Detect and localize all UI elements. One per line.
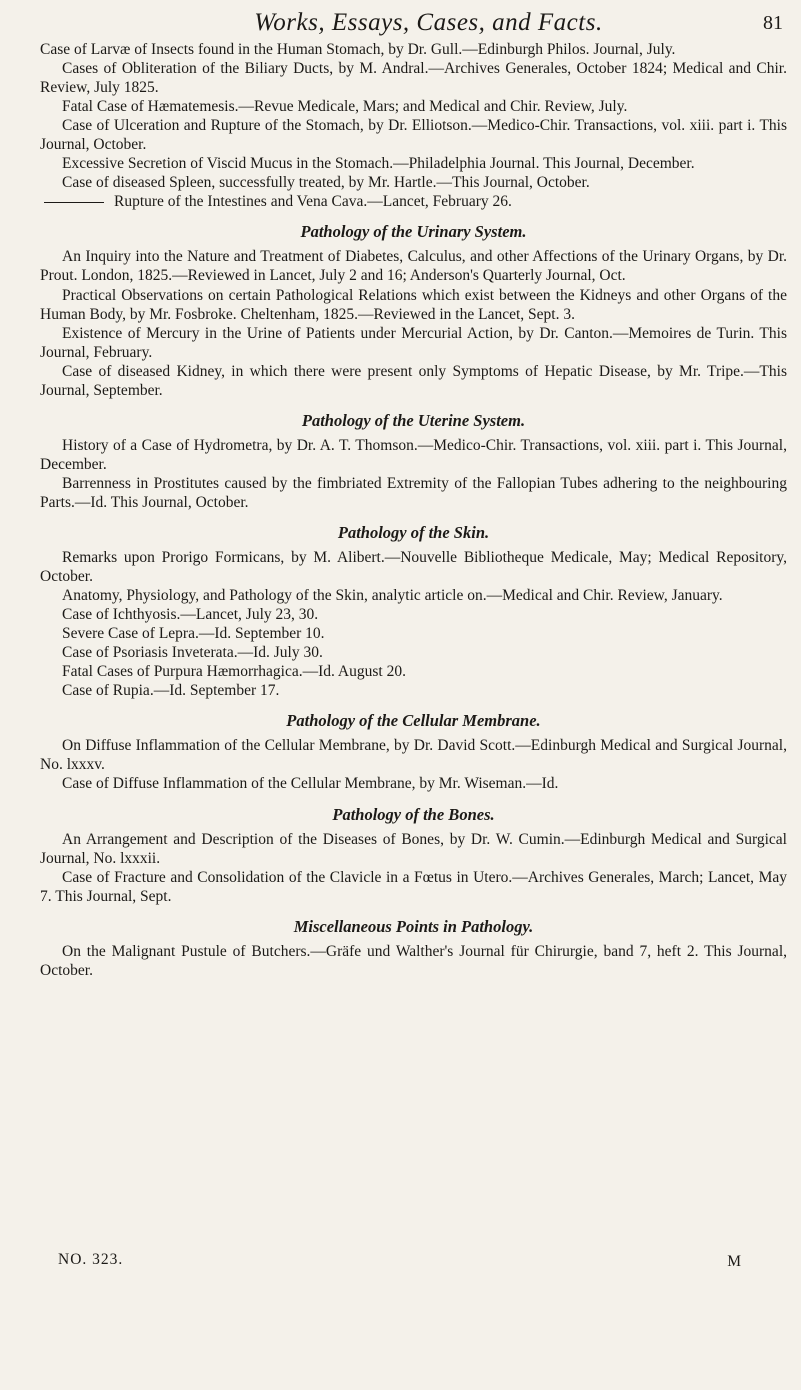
entry: An Arrangement and Description of the Diseases of Bones, by Dr. W. Cumin.—Edinburgh Medical and Surgical Journal, No. lxxxii. xyxy=(40,830,787,867)
entry: Fatal Cases of Purpura Hæmorrhagica.—Id. August 20. xyxy=(62,663,406,681)
section-heading: Pathology of the Cellular Membrane. xyxy=(286,711,541,731)
section-urinary xyxy=(40,220,787,399)
section-cellular xyxy=(40,709,787,793)
intro-entries xyxy=(40,40,787,211)
entry: Cases of Obliteration of the Biliary Ducts, by M. Andral.—Archives Generales, October 1824; Medical and Chir. Review, July 1825. xyxy=(40,60,787,97)
entry: Remarks upon Prorigo Formicans, by M. Alibert.—Nouvelle Bibliotheque Medicale, May; Medical Repository, October. xyxy=(40,548,787,586)
entry: An Inquiry into the Nature and Treatment of Diabetes, Calculus, and other Affections of the Urinary Organs, by Dr. Prout. London, 1825.—Reviewed in Lancet, July 2 and 16; Anderson's Quarterly Journal, Oct. xyxy=(40,248,787,285)
entry: Case of Rupia.—Id. September 17. xyxy=(62,682,280,700)
entry: Practical Observations on certain Pathological Relations which exist between the Kidneys and other Organs of the Human Body, by Mr. Fosbroke. Cheltenham, 1825.—Reviewed in the Lancet, Sept. 3. xyxy=(40,286,787,323)
entry: Existence of Mercury in the Urine of Patients under Mercurial Action, by Dr. Canton.—Memoires de Turin. This Journal, February. xyxy=(40,324,787,361)
running-head xyxy=(40,6,787,40)
entry: Severe Case of Lepra.—Id. September 10. xyxy=(62,625,325,643)
issue-number: NO. 323. xyxy=(58,1251,124,1268)
entry: Case of Ulceration and Rupture of the Stomach, by Dr. Elliotson.—Medico-Chir. Transactions, vol. xiii. part i. This Journal, October. xyxy=(40,117,787,154)
entry: Anatomy, Physiology, and Pathology of the Skin, analytic article on.—Medical and Chir. Review, January. xyxy=(62,587,723,605)
section-bones xyxy=(40,803,787,906)
section-miscellaneous xyxy=(40,915,787,980)
section-uterine xyxy=(40,409,787,512)
entry: Case of diseased Spleen, successfully treated, by Mr. Hartle.—This Journal, October. xyxy=(62,174,590,192)
entry: Excessive Secretion of Viscid Mucus in the Stomach.—Philadelphia Journal. This Journal, December. xyxy=(62,155,695,173)
entry: History of a Case of Hydrometra, by Dr. A. T. Thomson.—Medico-Chir. Transactions, vol. xiii. part i. This Journal, December. xyxy=(40,436,787,473)
dash-entry xyxy=(40,192,787,211)
section-heading: Miscellaneous Points in Pathology. xyxy=(293,916,534,936)
section-heading: Pathology of the Skin. xyxy=(337,522,490,542)
entry: Case of diseased Kidney, in which there were present only Symptoms of Hepatic Disease, by Mr. Tripe.—This Journal, September. xyxy=(40,362,787,399)
running-title: Works, Essays, Cases, and Facts. xyxy=(254,9,603,36)
ditto-rule xyxy=(44,202,104,203)
page-content xyxy=(40,40,787,980)
entry: Case of Larvæ of Insects found in the Human Stomach, by Dr. Gull.—Edinburgh Philos. Journal, July. xyxy=(40,41,676,58)
section-heading: Pathology of the Uterine System. xyxy=(301,410,526,430)
signature-mark: M xyxy=(727,1253,741,1270)
page-footer xyxy=(58,1251,761,1390)
section-heading: Pathology of the Bones. xyxy=(332,804,495,824)
entry: Fatal Case of Hæmatemesis.—Revue Medicale, Mars; and Medical and Chir. Review, July. xyxy=(62,98,628,116)
entry: Case of Fracture and Consolidation of the Clavicle in a Fœtus in Utero.—Archives Generales, March; Lancet, May 7. This Journal, Sept. xyxy=(40,868,787,905)
entry: On the Malignant Pustule of Butchers.—Gräfe und Walther's Journal für Chirurgie, band 7, heft 2. This Journal, October. xyxy=(40,942,787,979)
entry: Case of Psoriasis Inveterata.—Id. July 30. xyxy=(62,644,323,662)
page-number: 81 xyxy=(763,12,783,34)
entry: Case of Diffuse Inflammation of the Cellular Membrane, by Mr. Wiseman.—Id. xyxy=(62,775,559,793)
entry: Barrenness in Prostitutes caused by the fimbriated Extremity of the Fallopian Tubes adhering to the neighbouring Parts.—Id. This Journal, October. xyxy=(40,474,787,511)
entry: Case of Ichthyosis.—Lancet, July 23, 30. xyxy=(62,606,319,624)
dash-entry-text: Rupture of the Intestines and Vena Cava.—Lancet, February 26. xyxy=(114,193,512,211)
section-skin xyxy=(40,521,787,700)
entry: On Diffuse Inflammation of the Cellular Membrane, by Dr. David Scott.—Edinburgh Medical and Surgical Journal, No. lxxxv. xyxy=(40,737,787,774)
section-heading: Pathology of the Urinary System. xyxy=(300,222,527,242)
